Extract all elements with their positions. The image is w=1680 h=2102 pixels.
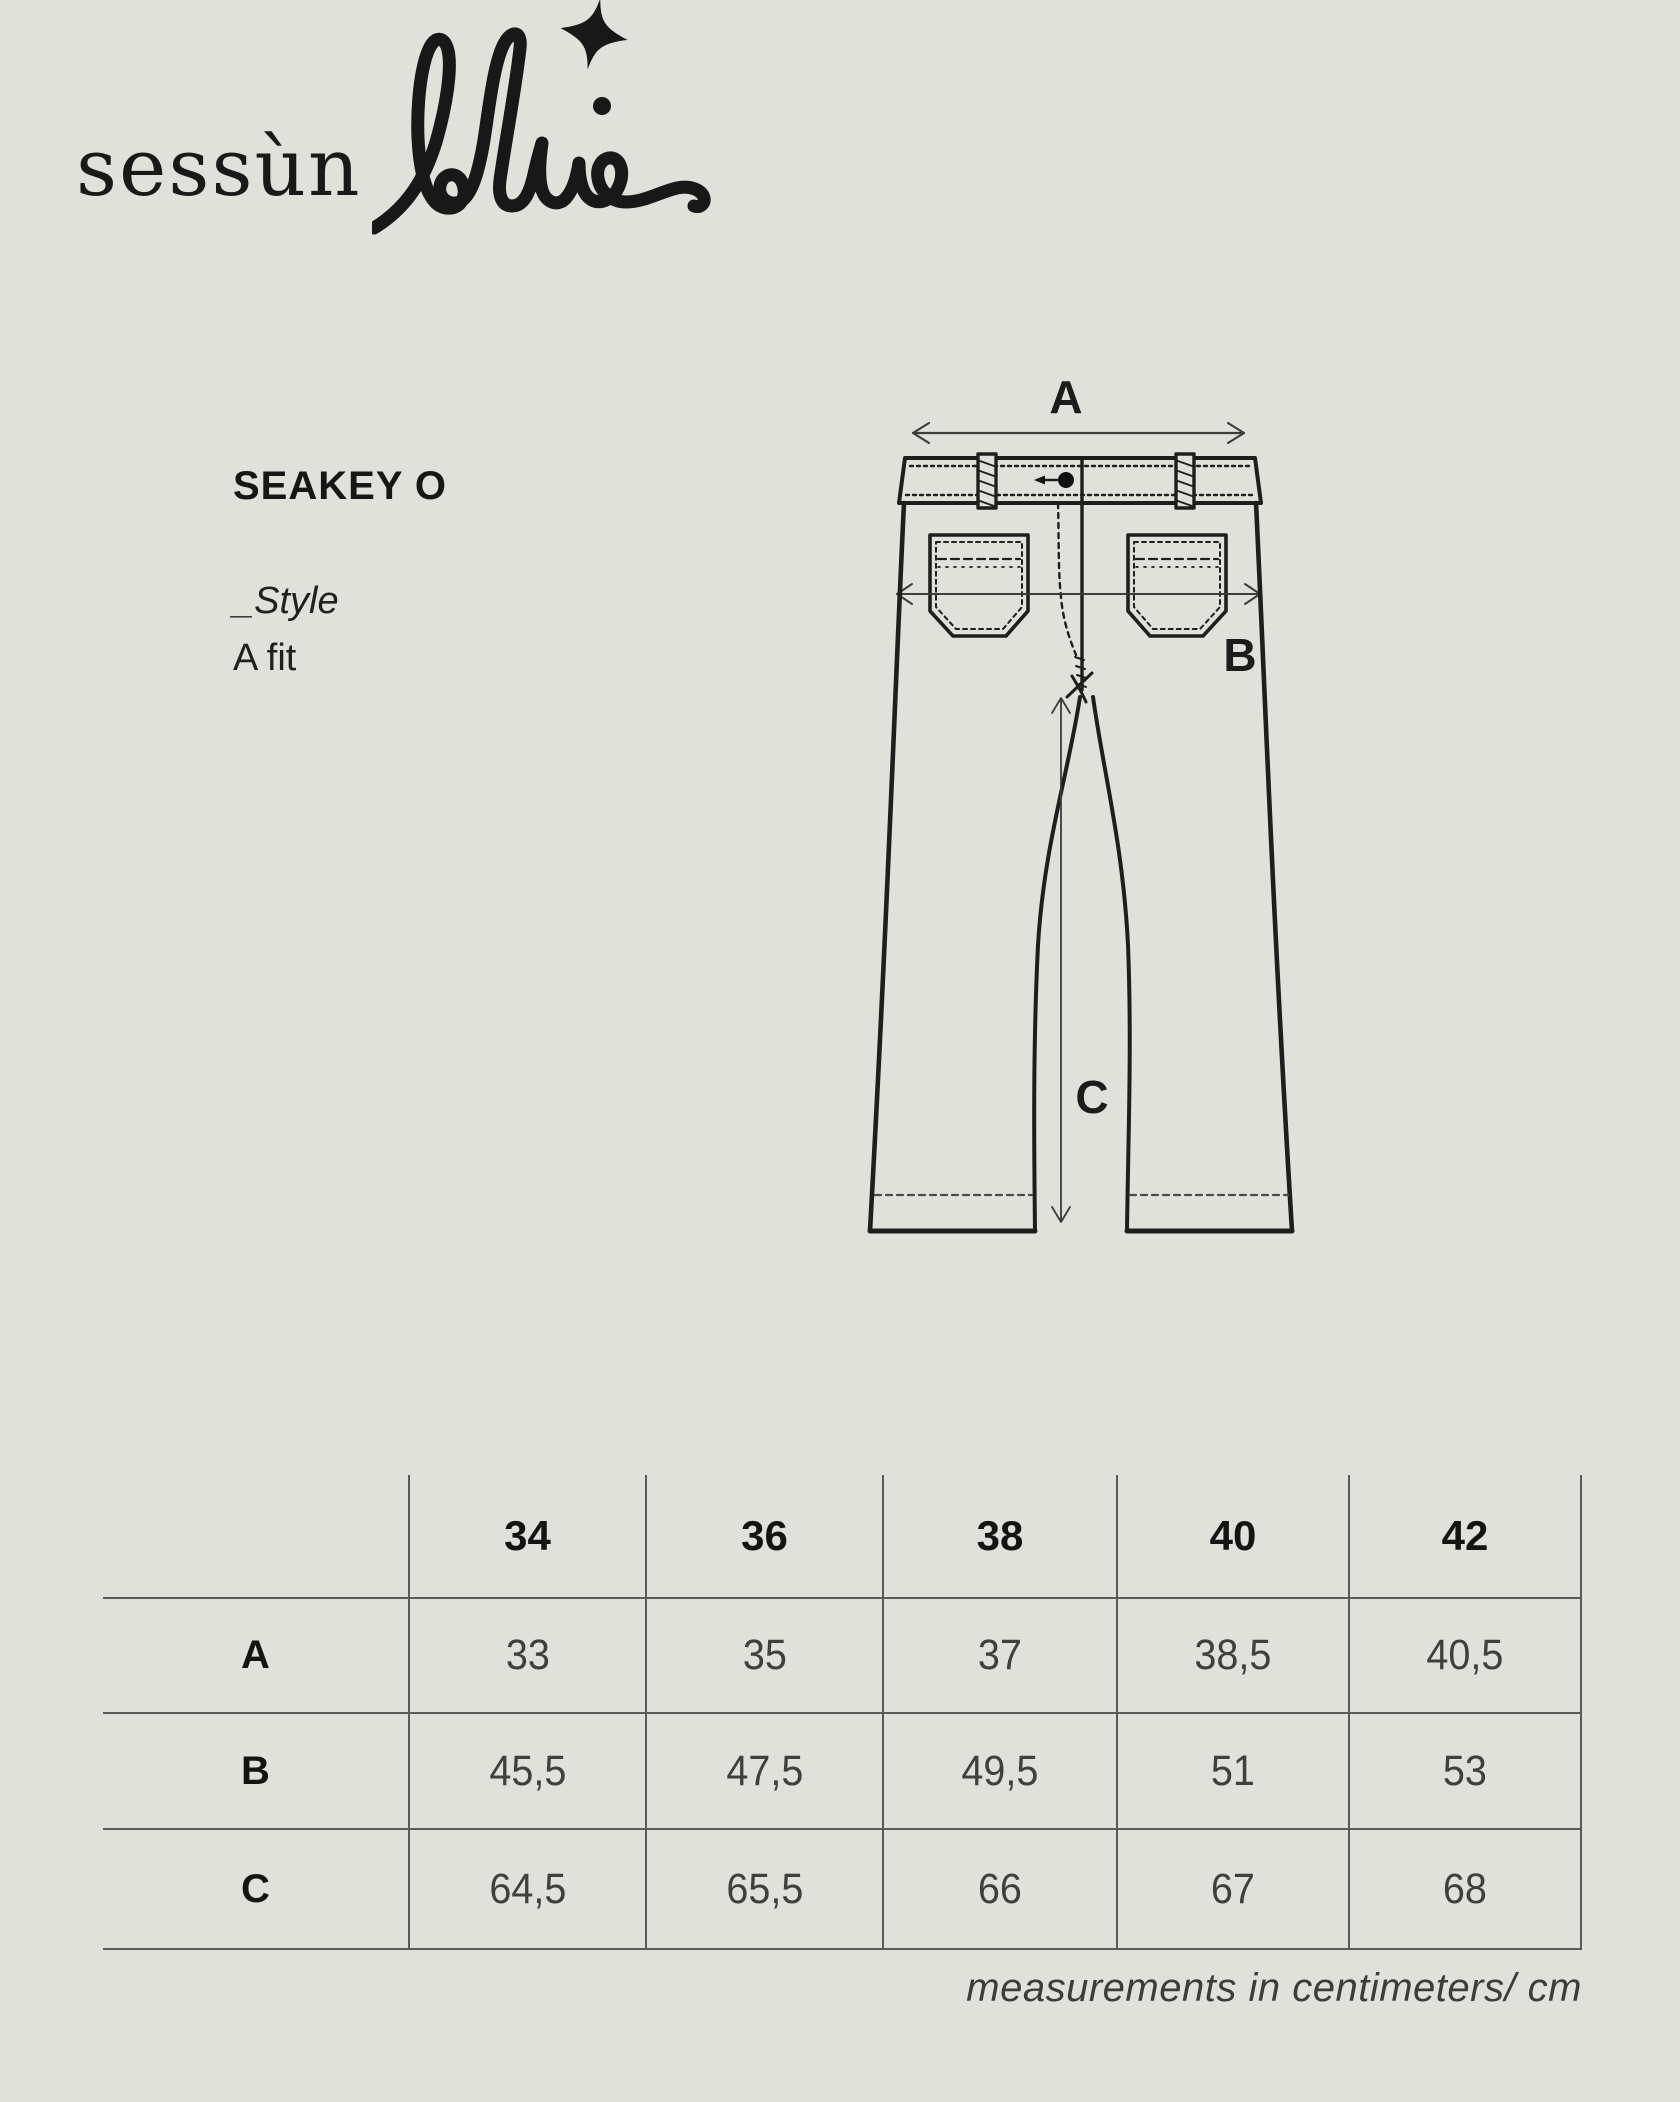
row-label: C <box>103 1828 408 1950</box>
size-column-header: 38 <box>882 1475 1116 1597</box>
brand-logo-text: sessùn <box>76 121 362 214</box>
style-label: _Style <box>233 580 339 622</box>
row-label: A <box>103 1597 408 1712</box>
fit-label: A fit <box>233 637 297 679</box>
patch-pocket-right <box>1128 535 1226 636</box>
table-cell: 65,5 <box>645 1828 882 1950</box>
table-cell: 47,5 <box>645 1712 882 1828</box>
belt-loop-right <box>1176 454 1194 508</box>
table-cell: 53 <box>1348 1712 1582 1828</box>
outseam-right <box>1256 503 1292 1231</box>
belt-loop-left <box>978 454 996 508</box>
measure-label-a: A <box>1049 371 1083 423</box>
brand-script-blue-logo <box>372 0 717 255</box>
size-column-header: 40 <box>1116 1475 1348 1597</box>
product-name: SEAKEY O <box>233 464 447 508</box>
table-cell: 66 <box>882 1828 1116 1950</box>
arrow-c <box>1052 698 1070 1222</box>
script-word-blue <box>374 34 704 228</box>
inseam-right <box>1093 697 1130 1231</box>
table-corner-cell <box>103 1475 408 1597</box>
patch-pocket-left <box>930 535 1028 636</box>
table-cell: 68 <box>1348 1828 1582 1950</box>
units-footnote: measurements in centimeters/ cm <box>966 1966 1582 2010</box>
table-cell: 38,5 <box>1116 1597 1348 1712</box>
table-cell: 51 <box>1116 1712 1348 1828</box>
table-cell: 67 <box>1116 1828 1348 1950</box>
size-column-header: 34 <box>408 1475 645 1597</box>
sparkle-star-icon <box>554 0 633 75</box>
arrow-b <box>897 584 1260 604</box>
table-cell: 40,5 <box>1348 1597 1582 1712</box>
table-cell: 64,5 <box>408 1828 645 1950</box>
table-cell: 37 <box>882 1597 1116 1712</box>
table-cell: 45,5 <box>408 1712 645 1828</box>
inseam-left <box>1034 697 1080 1231</box>
pants-technical-drawing <box>820 345 1380 1295</box>
size-column-header: 42 <box>1348 1475 1582 1597</box>
waistband <box>899 458 1261 503</box>
fly-stitch <box>1058 503 1076 655</box>
table-cell: 35 <box>645 1597 882 1712</box>
measure-label-c: C <box>1075 1071 1109 1123</box>
arrow-a <box>913 423 1244 443</box>
size-column-header: 36 <box>645 1475 882 1597</box>
outseam-left <box>870 503 904 1231</box>
size-table <box>103 1475 1582 1950</box>
row-label: B <box>103 1712 408 1828</box>
measure-label-b: B <box>1223 629 1257 681</box>
table-cell: 49,5 <box>882 1712 1116 1828</box>
waist-button <box>1034 472 1074 488</box>
table-cell: 33 <box>408 1597 645 1712</box>
script-accent-dot <box>593 97 611 115</box>
